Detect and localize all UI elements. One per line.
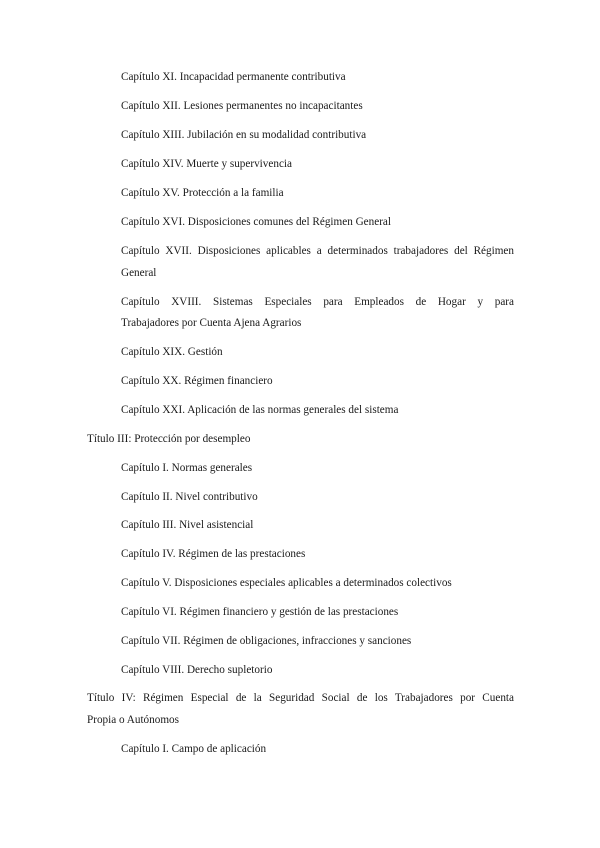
toc-entry-chapter-xvii-cont: General — [121, 267, 157, 279]
toc-entry-chapter-xi: Capítulo XI. Incapacidad permanente contributiva — [121, 71, 346, 83]
toc-entry-t3-chapter-vii: Capítulo VII. Régimen de obligaciones, infracciones y sanciones — [121, 635, 412, 647]
toc-entry-t4-chapter-i: Capítulo I. Campo de aplicación — [121, 743, 267, 755]
toc-entry-t3-chapter-ii: Capítulo II. Nivel contributivo — [121, 491, 258, 503]
toc-entry-title-iv-cont: Propia o Autónomos — [87, 714, 179, 726]
toc-entry-chapter-xvii: Capítulo XVII. Disposiciones aplicables a determinados trabajadores del Régimen — [121, 245, 514, 257]
toc-entry-t3-chapter-v: Capítulo V. Disposiciones especiales aplicables a determinados colectivos — [121, 577, 452, 589]
toc-entry-chapter-xiii: Capítulo XIII. Jubilación en su modalidad contributiva — [121, 129, 367, 141]
toc-entry-t3-chapter-viii: Capítulo VIII. Derecho supletorio — [121, 664, 273, 676]
toc-entry-chapter-xix: Capítulo XIX. Gestión — [121, 346, 223, 358]
toc-entry-chapter-xxi: Capítulo XXI. Aplicación de las normas generales del sistema — [121, 404, 399, 416]
toc-entry-t3-chapter-iv: Capítulo IV. Régimen de las prestaciones — [121, 548, 306, 560]
toc-entry-chapter-xiv: Capítulo XIV. Muerte y supervivencia — [121, 158, 292, 170]
toc-entry-t3-chapter-vi: Capítulo VI. Régimen financiero y gestión de las prestaciones — [121, 606, 399, 618]
toc-entry-chapter-xv: Capítulo XV. Protección a la familia — [121, 187, 284, 199]
toc-entry-chapter-xx: Capítulo XX. Régimen financiero — [121, 375, 273, 387]
toc-entry-chapter-xviii-cont: Trabajadores por Cuenta Ajena Agrarios — [121, 317, 302, 329]
toc-entry-t3-chapter-i: Capítulo I. Normas generales — [121, 462, 253, 474]
toc-entry-title-iii: Título III: Protección por desempleo — [87, 433, 251, 445]
toc-entry-title-iv: Título IV: Régimen Especial de la Seguridad Social de los Trabajadores por Cuenta — [87, 692, 514, 704]
toc-entry-chapter-xii: Capítulo XII. Lesiones permanentes no incapacitantes — [121, 100, 363, 112]
toc-entry-chapter-xvi: Capítulo XVI. Disposiciones comunes del Régimen General — [121, 216, 391, 228]
toc-entry-chapter-xviii: Capítulo XVIII. Sistemas Especiales para Empleados de Hogar y para — [121, 296, 514, 308]
toc-entry-t3-chapter-iii: Capítulo III. Nivel asistencial — [121, 519, 254, 531]
